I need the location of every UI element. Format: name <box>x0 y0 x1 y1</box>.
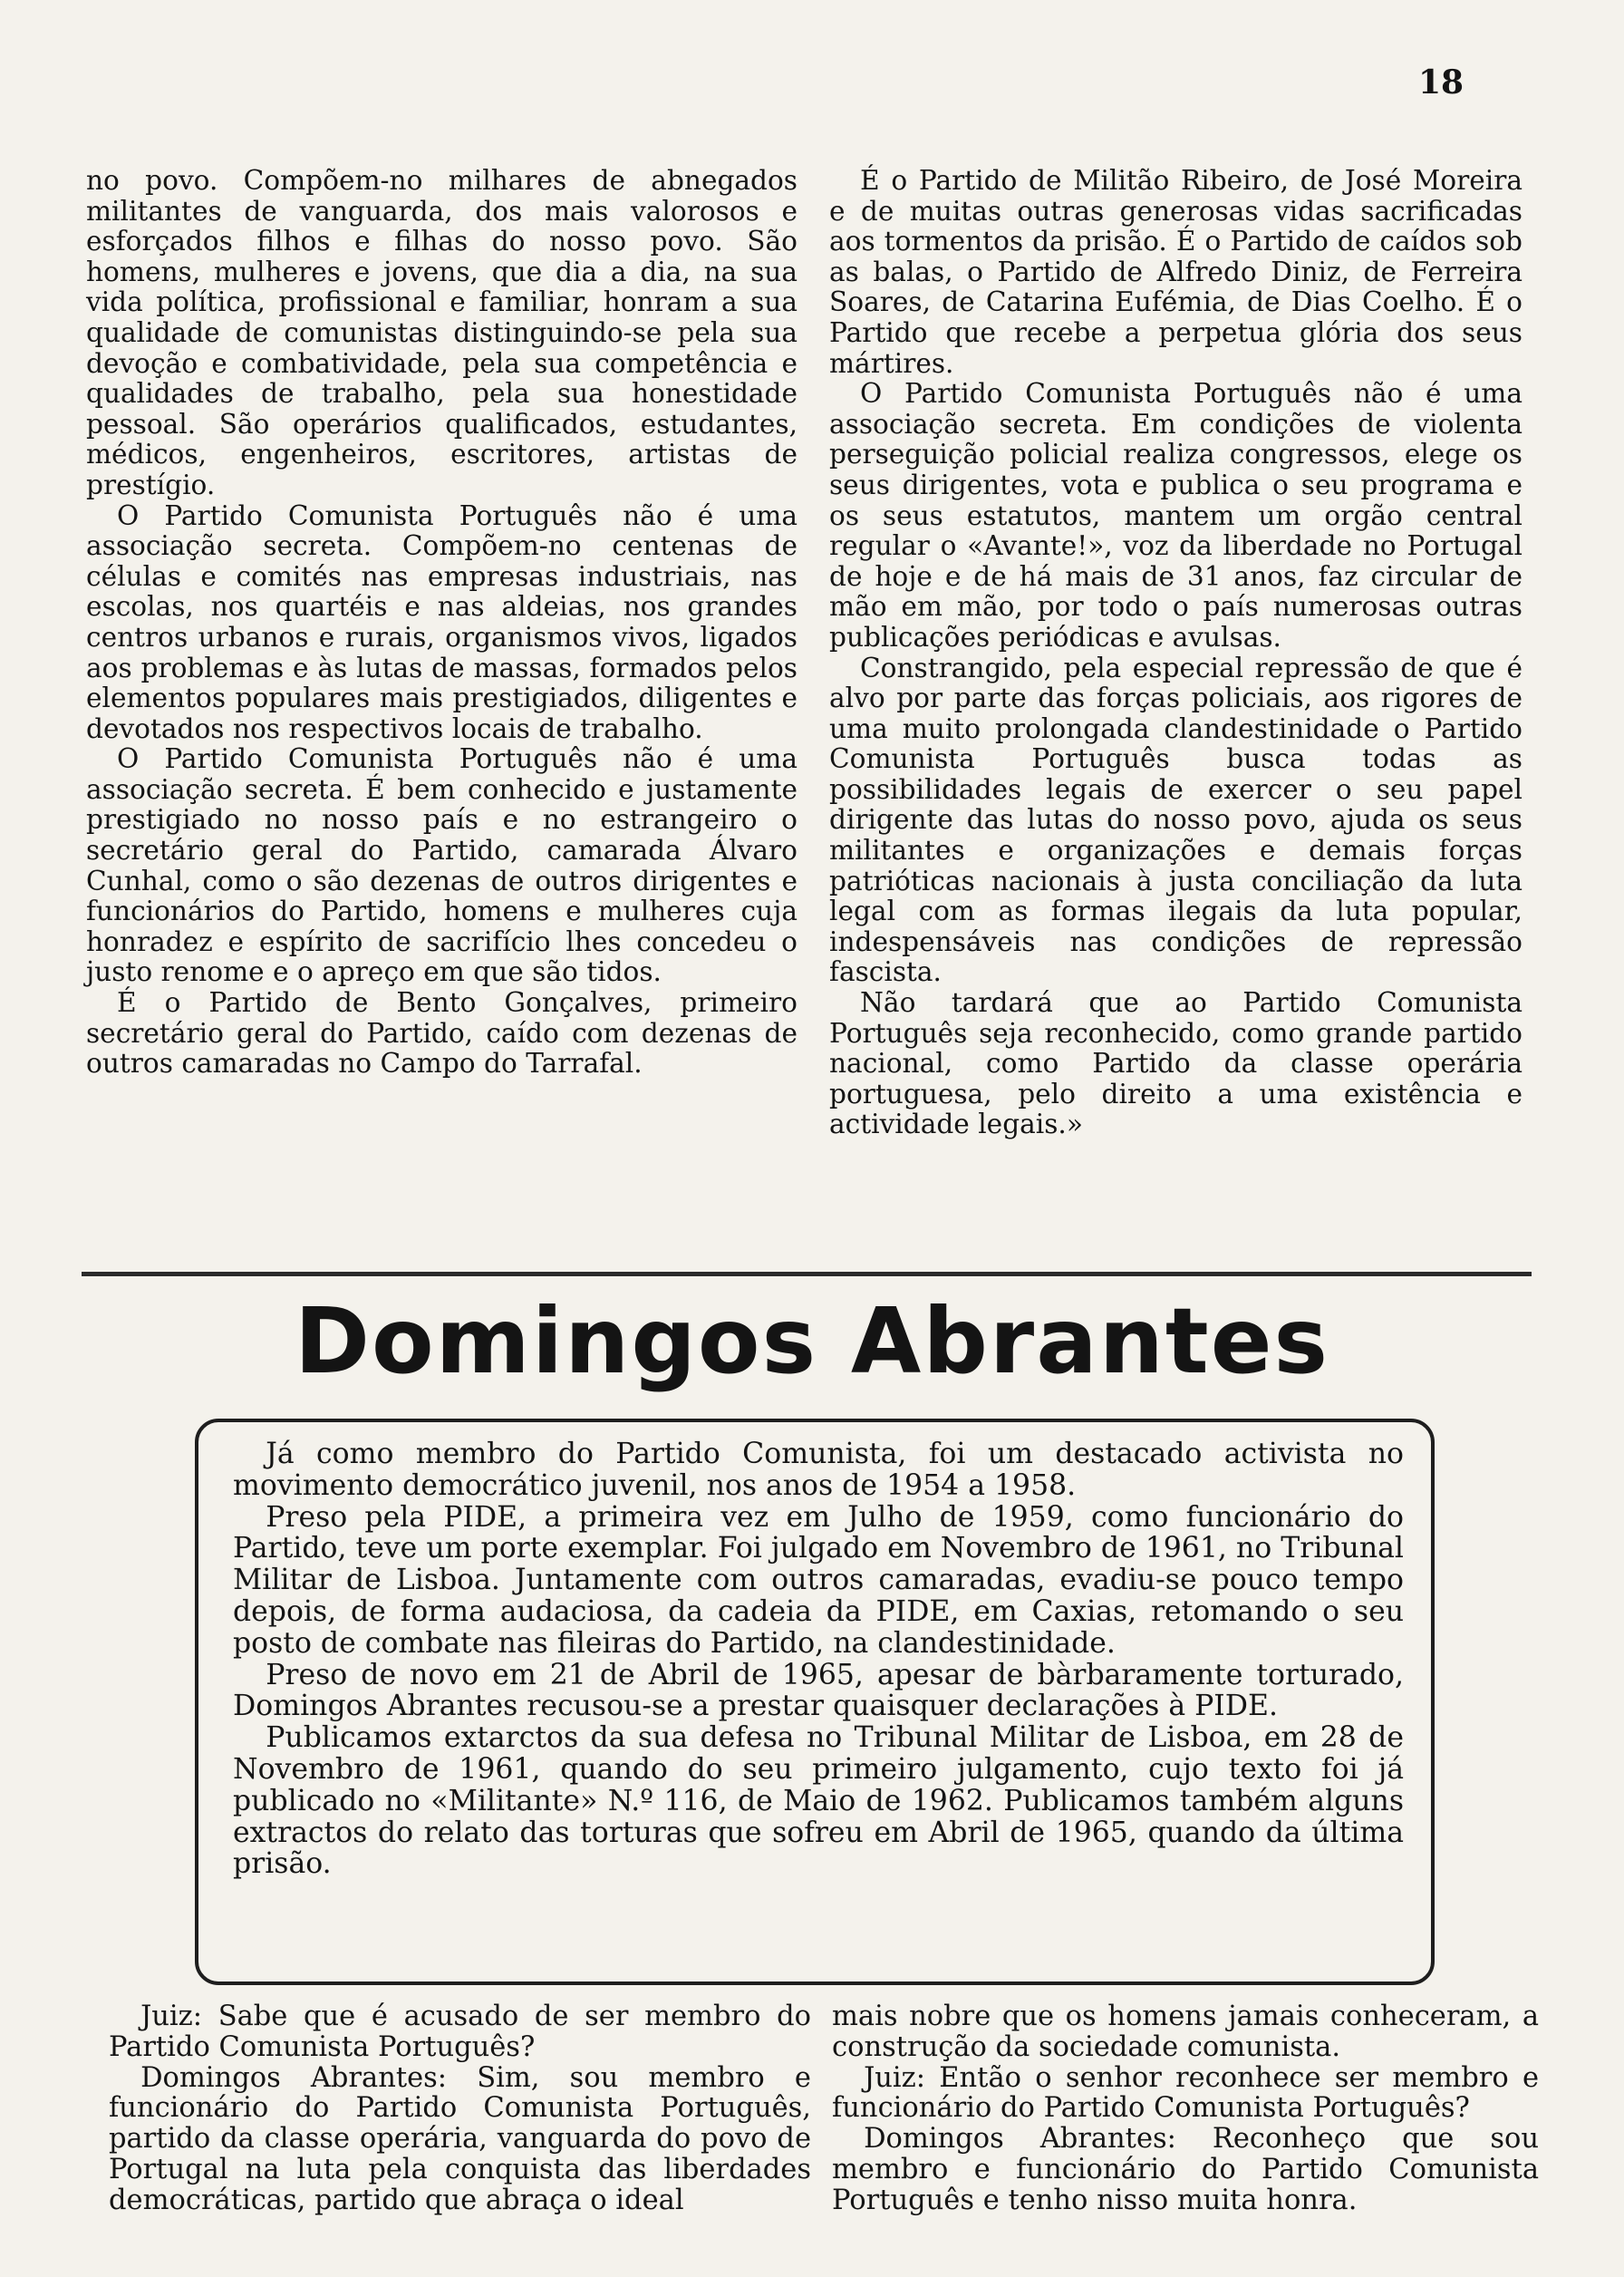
bottom-right-column <box>832 2001 1539 2216</box>
biography-box <box>195 1419 1435 1985</box>
paragraph: no povo. Compõem-no milhares de abnegados militantes de vanguarda, dos mais valorosos e esforçados filhos e filhas do nosso povo. São homens, mulheres e jovens, que dia a dia, na sua vida política, profissional e familiar, honram a sua qualidade de comunistas distinguindo-se pela sua devoção e combatividade, pela sua competência e qualidades de trabalho, pela sua honestidade pessoal. São operários qualificados, estudantes, médicos, engenheiros, escritores, artistas de prestígio. <box>86 165 798 500</box>
box-paragraph: Preso de novo em 21 de Abril de 1965, apesar de bàrbaramente torturado, Domingos Abrantes recusou-se a prestar quaisquer declarações à PIDE. <box>233 1658 1404 1723</box>
dialogue-paragraph: Domingos Abrantes: Sim, sou membro e funcionário do Partido Comunista Português, partido da classe operária, vanguarda do povo de Portugal na luta pela conquista das liberdades democráticas, partido que abraça o ideal <box>109 2061 811 2216</box>
dialogue-paragraph: Domingos Abrantes: Reconheço que sou membro e funcionário do Partido Comunista Português e tenho nisso muita honra. <box>832 2123 1539 2216</box>
top-left-column <box>86 166 798 1080</box>
paragraph: Constrangido, pela especial repressão de que é alvo por parte das forças policiais, aos rigores de uma muito prolongada clandestinidade o Partido Comunista Português busca todas as possibilidades legais de exercer o seu papel dirigente das lutas do nosso povo, ajuda os seus militantes e organizações e demais forças patrióticas nacionais à justa conciliação da luta legal com as formas ilegais da luta popular, indespensáveis nas condições de repressão fascista. <box>829 652 1522 988</box>
section-divider <box>82 1272 1532 1276</box>
dialogue-paragraph: Juiz: Então o senhor reconhece ser membro e funcionário do Partido Comunista Português? <box>832 2061 1539 2125</box>
dialogue-paragraph: Juiz: Sabe que é acusado de ser membro do Partido Comunista Português? <box>109 2001 811 2063</box>
paragraph: O Partido Comunista Português não é uma associação secreta. Em condições de violenta perseguição policial realiza congressos, elege os seus dirigentes, vota e publica o seu programa e os seus estatutos, mantem um orgão central regular o «Avante!», voz da liberdade no Portugal de hoje e de há mais de 31 anos, faz circular de mão em mão, por todo o país numerosas outras publicações periódicas e avulsas. <box>829 378 1522 653</box>
box-paragraph: Já como membro do Partido Comunista, foi um destacado activista no movimento democrático juvenil, nos anos de 1954 a 1958. <box>233 1438 1404 1502</box>
section-title: Domingos Abrantes <box>294 1288 1330 1394</box>
box-paragraph: Preso pela PIDE, a primeira vez em Julho de 1959, como funcionário do Partido, teve um porte exemplar. Foi julgado em Novembro de 1961, no Tribunal Militar de Lisboa. Juntamente com outros camaradas, evadiu-se pouco tempo depois, de forma audaciosa, da cadeia da PIDE, em Caxias, retomando o seu posto de combate nas fileiras do Partido, na clandestinidade. <box>233 1500 1404 1660</box>
bottom-left-column <box>109 2001 811 2216</box>
paragraph: Não tardará que ao Partido Comunista Português seja reconhecido, como grande partido nacional, como Partido da classe operária portuguesa, pelo direito a uma existência e actividade legais.» <box>829 987 1522 1140</box>
page-number: 18 <box>1418 63 1464 102</box>
dialogue-paragraph: mais nobre que os homens jamais conheceram, a construção da sociedade comunista. <box>832 2001 1539 2063</box>
paragraph: O Partido Comunista Português não é uma associação secreta. Compõem-no centenas de células e comités nas empresas industriais, nas escolas, nos quartéis e nas aldeias, nos grandes centros urbanos e rurais, organismos vivos, ligados aos problemas e às lutas de massas, formados pelos elementos populares mais prestigiados, diligentes e devotados nos respectivos locais de trabalho. <box>86 499 798 744</box>
paragraph: É o Partido de Bento Gonçalves, primeiro secretário geral do Partido, caído com dezenas de outros camaradas no Campo do Tarrafal. <box>86 987 798 1080</box>
box-paragraph: Publicamos extarctos da sua defesa no Tribunal Militar de Lisboa, em 28 de Novembro de 1961, quando do seu primeiro julgamento, cujo texto foi já publicado no «Militante» N.º 116, de Maio de 1962. Publicamos também alguns extractos do relato das torturas que sofreu em Abril de 1965, quando da última prisão. <box>233 1721 1404 1881</box>
paragraph: O Partido Comunista Português não é uma associação secreta. É bem conhecido e justamente prestigiado no nosso país e no estrangeiro o secretário geral do Partido, camarada Álvaro Cunhal, como o são dezenas de outros dirigentes e funcionários do Partido, homens e mulheres cuja honradez e espírito de sacrifício lhes concedeu o justo renome e o apreço em que são tidos. <box>86 743 798 988</box>
top-right-column <box>829 166 1522 1140</box>
paragraph: É o Partido de Militão Ribeiro, de José Moreira e de muitas outras generosas vidas sacrificadas aos tormentos da prisão. É o Partido de caídos sob as balas, o Partido de Alfredo Diniz, de Ferreira Soares, de Catarina Eufémia, de Dias Coelho. É o Partido que recebe a perpetua glória dos seus mártires. <box>829 165 1522 379</box>
